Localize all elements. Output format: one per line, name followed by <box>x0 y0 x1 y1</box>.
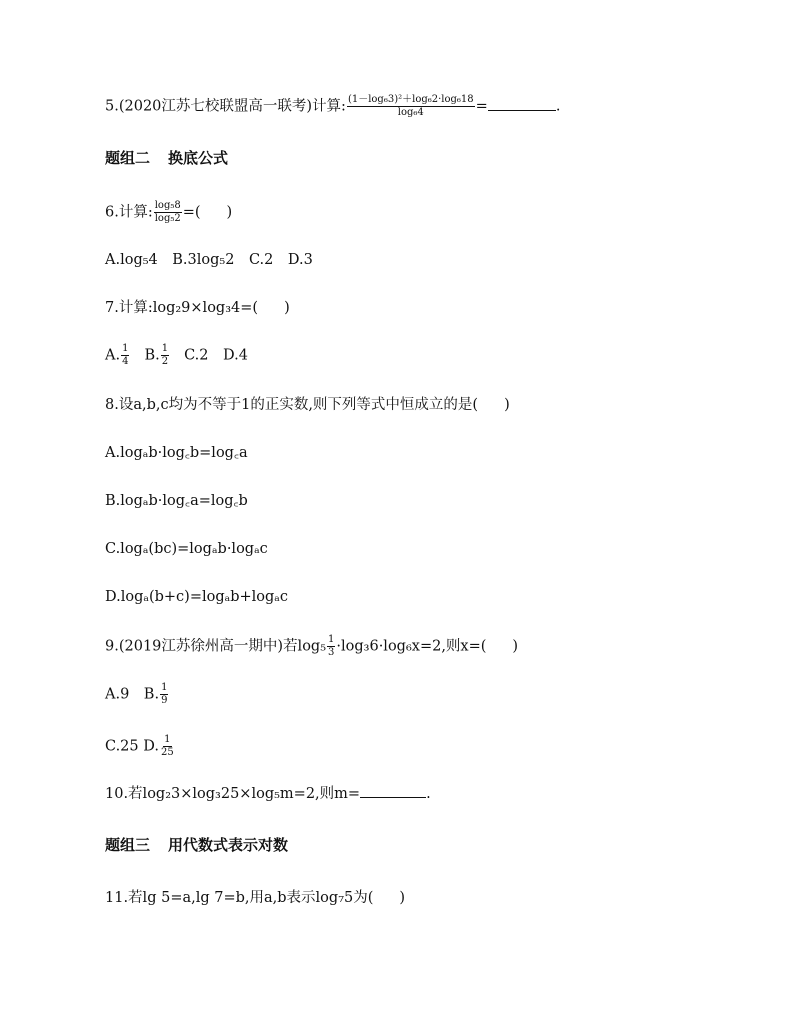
question-9-options-ab <box>105 682 169 707</box>
option-a-fraction <box>121 343 129 368</box>
fraction-numerator: 1 <box>122 343 129 354</box>
equals-sign: = <box>475 98 488 115</box>
question-8-option-b <box>105 491 248 511</box>
option-text: A.logₐb·log꜀b=log꜀a <box>105 445 248 461</box>
answer-blank[interactable] <box>360 797 426 798</box>
answer-paren-open: =( <box>182 204 201 221</box>
option-b-fraction <box>161 343 169 368</box>
section-heading-group-2 <box>105 148 228 168</box>
fraction-numerator: 1 <box>161 682 168 693</box>
section-name: 用代数式表示对数 <box>168 836 289 854</box>
fraction-denominator: 4 <box>122 356 129 367</box>
fraction-denominator: 9 <box>161 695 168 706</box>
question-9-options-cd <box>105 734 176 759</box>
answer-paren-close: ) <box>504 397 510 413</box>
question-text: 7.计算:log₂9×log₃4=( <box>105 300 259 316</box>
option-text: D.logₐ(b+c)=logₐb+logₐc <box>105 589 289 605</box>
fraction-denominator: log₅2 <box>154 213 181 224</box>
fraction-denominator: log₆4 <box>397 107 424 118</box>
option-text: C.25 D. <box>105 738 159 755</box>
option-text: C.logₐ(bc)=logₐb·logₐc <box>105 541 268 557</box>
question-5 <box>105 94 560 119</box>
answer-paren-close: ) <box>226 204 233 221</box>
question-8 <box>105 395 510 415</box>
fraction-numerator: (1－log₆3)²＋log₆2·log₆18 <box>347 94 474 105</box>
fraction-numerator: 1 <box>161 343 169 354</box>
fraction <box>347 94 475 119</box>
option-b-label: B. <box>144 347 160 364</box>
question-8-option-c <box>105 539 268 559</box>
answer-paren-close: ) <box>512 638 519 655</box>
question-text: 11.若lg 5=a,lg 7=b,用a,b表示log₇5为( <box>105 890 374 906</box>
question-prefix: 6.计算: <box>105 204 153 221</box>
fraction-numerator: 1 <box>328 634 335 645</box>
question-source: (2019江苏徐州高一期中) <box>118 638 284 655</box>
fraction <box>327 634 335 659</box>
options-text: A.log₅4 B.3log₅2 C.2 D.3 <box>105 252 313 268</box>
question-source: (2020江苏七校联盟高一联考) <box>118 98 313 115</box>
question-prefix: 计算: <box>312 98 346 115</box>
question-8-option-a <box>105 443 248 463</box>
question-6 <box>105 200 232 225</box>
period: . <box>555 98 561 115</box>
fraction-numerator: 1 <box>164 734 171 745</box>
answer-blank[interactable] <box>488 110 556 111</box>
question-text-part1: 若log₅ <box>283 638 327 655</box>
option-a-label: A. <box>105 347 121 364</box>
question-10 <box>105 784 431 804</box>
option-cd-text: C.2 D.4 <box>184 347 248 364</box>
section-title: 题组三 <box>105 836 151 854</box>
question-11 <box>105 888 405 908</box>
question-7 <box>105 298 290 318</box>
option-b-fraction <box>160 682 168 707</box>
question-9 <box>105 634 518 659</box>
question-8-option-d <box>105 587 288 607</box>
fraction-numerator: log₅8 <box>154 200 181 211</box>
question-text-part2: ·log₃6·log₆x=2,则x=( <box>336 638 487 655</box>
period: . <box>426 786 431 802</box>
option-text: A.9 B. <box>105 686 160 703</box>
question-7-options <box>105 343 248 368</box>
fraction <box>154 200 182 225</box>
answer-paren-close: ) <box>284 300 290 316</box>
option-text: B.logₐb·log꜀a=log꜀b <box>105 493 248 509</box>
question-number: 5. <box>105 98 119 115</box>
answer-paren-close: ) <box>399 890 406 906</box>
section-title: 题组二 <box>105 149 151 167</box>
fraction-denominator: 2 <box>161 356 169 367</box>
section-heading-group-3 <box>105 835 288 855</box>
section-name: 换底公式 <box>168 149 229 167</box>
question-text: 10.若log₂3×log₃25×log₅m=2,则m= <box>105 786 361 802</box>
question-text: 8.设a,b,c均为不等于1的正实数,则下列等式中恒成立的是( <box>105 397 479 413</box>
question-number: 9. <box>105 638 119 655</box>
question-6-options <box>105 250 313 270</box>
option-d-fraction <box>160 734 175 759</box>
fraction-denominator: 3 <box>328 647 335 658</box>
fraction-denominator: 25 <box>160 747 174 758</box>
